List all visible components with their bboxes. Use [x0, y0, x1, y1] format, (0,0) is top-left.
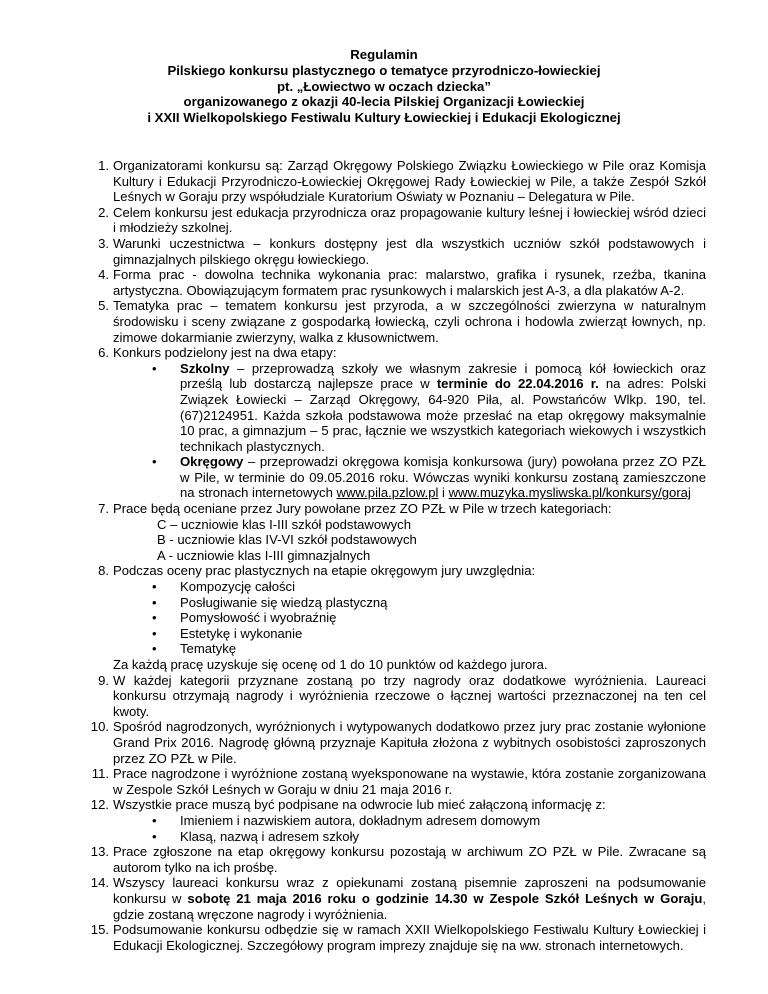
rule-6: [0, 345, 768, 361]
rule-text: Celem konkursu jest edukacja przyrodnicza oraz propagowanie kultury leśnej i łowieckiej wśród dzieci i młodzieży szkolnej.: [113, 204, 706, 236]
criterion-text: Tematykę: [180, 641, 237, 657]
stage-name: Szkolny: [180, 360, 230, 376]
rule-11: [0, 766, 768, 797]
stage-name: Okręgowy: [180, 454, 244, 470]
rule-text-continued: , gdzie zostaną wręczone nagrody i wyróżnienia.: [113, 890, 706, 922]
bullet-icon: •: [152, 641, 157, 657]
rule-number: 5.: [98, 298, 109, 314]
rule-number: 1.: [98, 158, 109, 173]
criterion-item: [0, 610, 768, 626]
stage-deadline: terminie do 22.04.2016 r.: [436, 376, 599, 392]
rule-10: [0, 719, 768, 766]
rule-text: Forma prac - dowolna technika wykonania prac: malarstwo, grafika i rysunek, rzeźba, tkanina artystyczna. Obowiązującym formatem prac rysunkowych i malarskich jest A-3, a dla plakatów A-2.: [113, 267, 706, 298]
rule-number: 8.: [98, 563, 109, 579]
header-subtitle: Pilskiego konkursu plastycznego o tematyce przyrodniczo-łowieckiej: [167, 62, 601, 78]
rule-number: 11.: [91, 766, 109, 782]
header-contest-name: pt. „Łowiectwo w oczach dziecka”: [277, 78, 491, 94]
document-header: [40, 47, 728, 126]
bullet-icon: •: [152, 579, 157, 595]
rule-number: 10.: [90, 719, 109, 735]
rule-1: [0, 158, 768, 205]
requirement-text: Klasą, nazwą i adresem szkoły: [180, 828, 360, 844]
rules-list: [0, 158, 768, 953]
rule-4: [0, 267, 768, 298]
criterion-text: Estetykę i wykonanie: [180, 625, 303, 641]
bullet-icon: •: [152, 812, 157, 828]
rule-number: 6.: [98, 345, 109, 361]
rule-text: Wszyscy laureaci konkursu wraz z opiekunami zostaną pisemnie zaproszeni na podsumowanie konkursu w: [113, 875, 706, 906]
rule-text: Prace będą oceniane przez Jury powołane przez ZO PZŁ w Pile w trzech kategoriach:: [113, 501, 612, 517]
rule-number: 15.: [90, 922, 109, 938]
link-separator: i: [438, 485, 449, 501]
rule-text: Tematyka prac – tematem konkursu jest przyroda, a w szczególności zwierzyna w naturalnym środowisku i sceny związane z gospodarką łowiecką, czyli ochrona i hodowla zwierząt łownych, np. zimowe dokarmianie zwierzyny, walka z kłusownictwem.: [113, 298, 706, 345]
rule-15: [0, 922, 768, 953]
rule-number: 7.: [98, 501, 109, 517]
rule-12: [0, 797, 768, 813]
rule-5: [0, 298, 768, 345]
rule-number: 4.: [98, 267, 109, 283]
rule-number: 2.: [98, 204, 109, 220]
rule-text: Wszystkie prace muszą być podpisane na odwrocie lub mieć załączoną informację z:: [113, 797, 606, 813]
bullet-icon: •: [152, 625, 157, 641]
rule-text: Konkurs podzielony jest na dwa etapy:: [113, 345, 337, 361]
rule-number: 9.: [98, 672, 109, 688]
rule-6-stage-school: [0, 361, 768, 455]
header-festival: i XXII Wielkopolskiego Festiwalu Kultury Łowieckiej i Edukacji Ekologicznej: [147, 110, 621, 126]
rule-text: Warunki uczestnictwa – konkurs dostępny jest dla wszystkich uczniów szkół podstawowych i gimnazjalnych pilskiego okręgu łowieckiego.: [113, 235, 706, 267]
rule-text: Podsumowanie konkursu odbędzie się w ramach XXII Wielkopolskiego Festiwalu Kultury Łowieckiej i Edukacji Ekologicznej. Szczegółowy program imprezy znajduje się na ww. stronach internetowych.: [113, 922, 706, 953]
criterion-text: Posługiwanie się wiedzą plastyczną: [180, 594, 388, 610]
ceremony-datetime: sobotę 21 maja 2016 roku o godzinie 14.30 w Zespole Szkół Leśnych w Goraju: [187, 890, 703, 906]
category-b: B - uczniowie klas IV-VI szkół podstawowych: [157, 532, 417, 548]
bullet-icon: •: [152, 610, 157, 626]
link-pila-pzlow[interactable]: www.pila.pzlow.pl: [336, 485, 439, 501]
signature-requirement: [0, 813, 768, 829]
rule-number: 14.: [90, 875, 109, 891]
category-c: C – uczniowie klas I-III szkół podstawowych: [157, 516, 411, 532]
rule-6-stage-district: [0, 454, 768, 501]
criterion-item: [0, 641, 768, 657]
rule-number: 13.: [90, 844, 109, 860]
rule-text: Spośród nagrodzonych, wyróżnionych i wytypowanych dodatkowo przez jury prac zostanie wyłonione Grand Prix 2016. Nagrodę główną przyznaje Kapituła złożona z wybitnych osobistości zaproszonych przez ZO PZŁ w Pile.: [113, 719, 706, 766]
bullet-icon: •: [152, 360, 157, 376]
criterion-item: [0, 579, 768, 595]
requirement-text: Imieniem i nazwiskiem autora, dokładnym adresem domowym: [180, 812, 541, 828]
criterion-item: [0, 595, 768, 611]
scoring-note: Za każdą pracę uzyskuje się ocenę od 1 do 10 punktów od każdego jurora.: [113, 657, 548, 672]
rule-8: [0, 563, 768, 579]
stage-text: – przeprowadzi okręgowa komisja konkursowa (jury) powołana przez ZO PZŁ w Pile, w terminie do 09.05.2016 roku. Wówczas wyniki konkursu zostaną zamieszczone na stronach internetowych: [180, 454, 706, 501]
stage-text-continued: na adres: Polski Związek Łowiecki – Zarząd Okręgowy, 64-920 Piła, al. Powstańców Wlkp. 190, tel. (67)2124951. Każda szkoła podstawowa może przesłać na etap okręgowy maksymalnie 10 prac, a gimnazjum – 5 prac, łącznie we wszystkich kategoriach wiekowych i wszystkich technikach plastycznych.: [180, 376, 706, 454]
rule-text: W każdej kategorii przyznane zostaną po trzy nagrody oraz dodatkowe wyróżnienia. Laureaci konkursu otrzymają nagrody i wyróżnienia rzeczowe o łącznej wartości przeznaczonej na ten cel kwoty.: [113, 672, 706, 719]
rule-14: [0, 875, 768, 922]
category-a: A - uczniowie klas I-III gimnazjalnych: [157, 547, 371, 563]
stage-text: – przeprowadzą szkoły we własnym zakresie i pomocą kół łowieckich oraz prześlą lub dostarczą najlepsze prace w: [180, 360, 706, 392]
rule-2: [0, 205, 768, 236]
criterion-text: Pomysłowość i wyobraźnię: [180, 610, 337, 626]
bullet-icon: •: [152, 454, 157, 470]
criterion-text: Kompozycję całości: [180, 579, 295, 595]
rule-7: [0, 501, 768, 517]
rule-number: 3.: [98, 235, 109, 251]
rule-13: [0, 844, 768, 875]
rule-3: [0, 236, 768, 267]
bullet-icon: •: [152, 594, 157, 610]
criterion-item: [0, 626, 768, 642]
rule-9: [0, 673, 768, 720]
bullet-icon: •: [152, 828, 157, 844]
rule-text: Prace zgłoszone na etap okręgowy konkursu pozostają w archiwum ZO PZŁ w Pile. Zwracane są autorom tylko na ich prośbę.: [113, 844, 706, 875]
rule-text: Podczas oceny prac plastycznych na etapie okręgowym jury uwzględnia:: [113, 563, 536, 579]
link-muzyka-mysliwska[interactable]: www.muzyka.mysliwska.pl/konkursy/goraj: [448, 485, 691, 501]
signature-requirement: [0, 829, 768, 845]
header-title: Regulamin: [350, 47, 418, 62]
rule-text: Prace nagrodzone i wyróżnione zostaną wyeksponowane na wystawie, która zostanie zorganizowana w Zespole Szkół Leśnych w Goraju w dniu 21 maja 2016 r.: [113, 766, 706, 797]
rule-number: 12.: [90, 797, 109, 813]
header-occasion: organizowanego z okazji 40-lecia Pilskiej Organizacji Łowieckiej: [183, 94, 585, 110]
rule-text: Organizatorami konkursu są: Zarząd Okręgowy Polskiego Związku Łowieckiego w Pile oraz Komisja Kultury i Edukacji Przyrodniczo-Łowieckiej Okręgowej Rady Łowieckiej w Pile, a także Zespół Szkół Leśnych w Goraju przy współudziale Kuratorium Oświaty w Poznaniu – Delegatura w Pile.: [113, 158, 706, 205]
